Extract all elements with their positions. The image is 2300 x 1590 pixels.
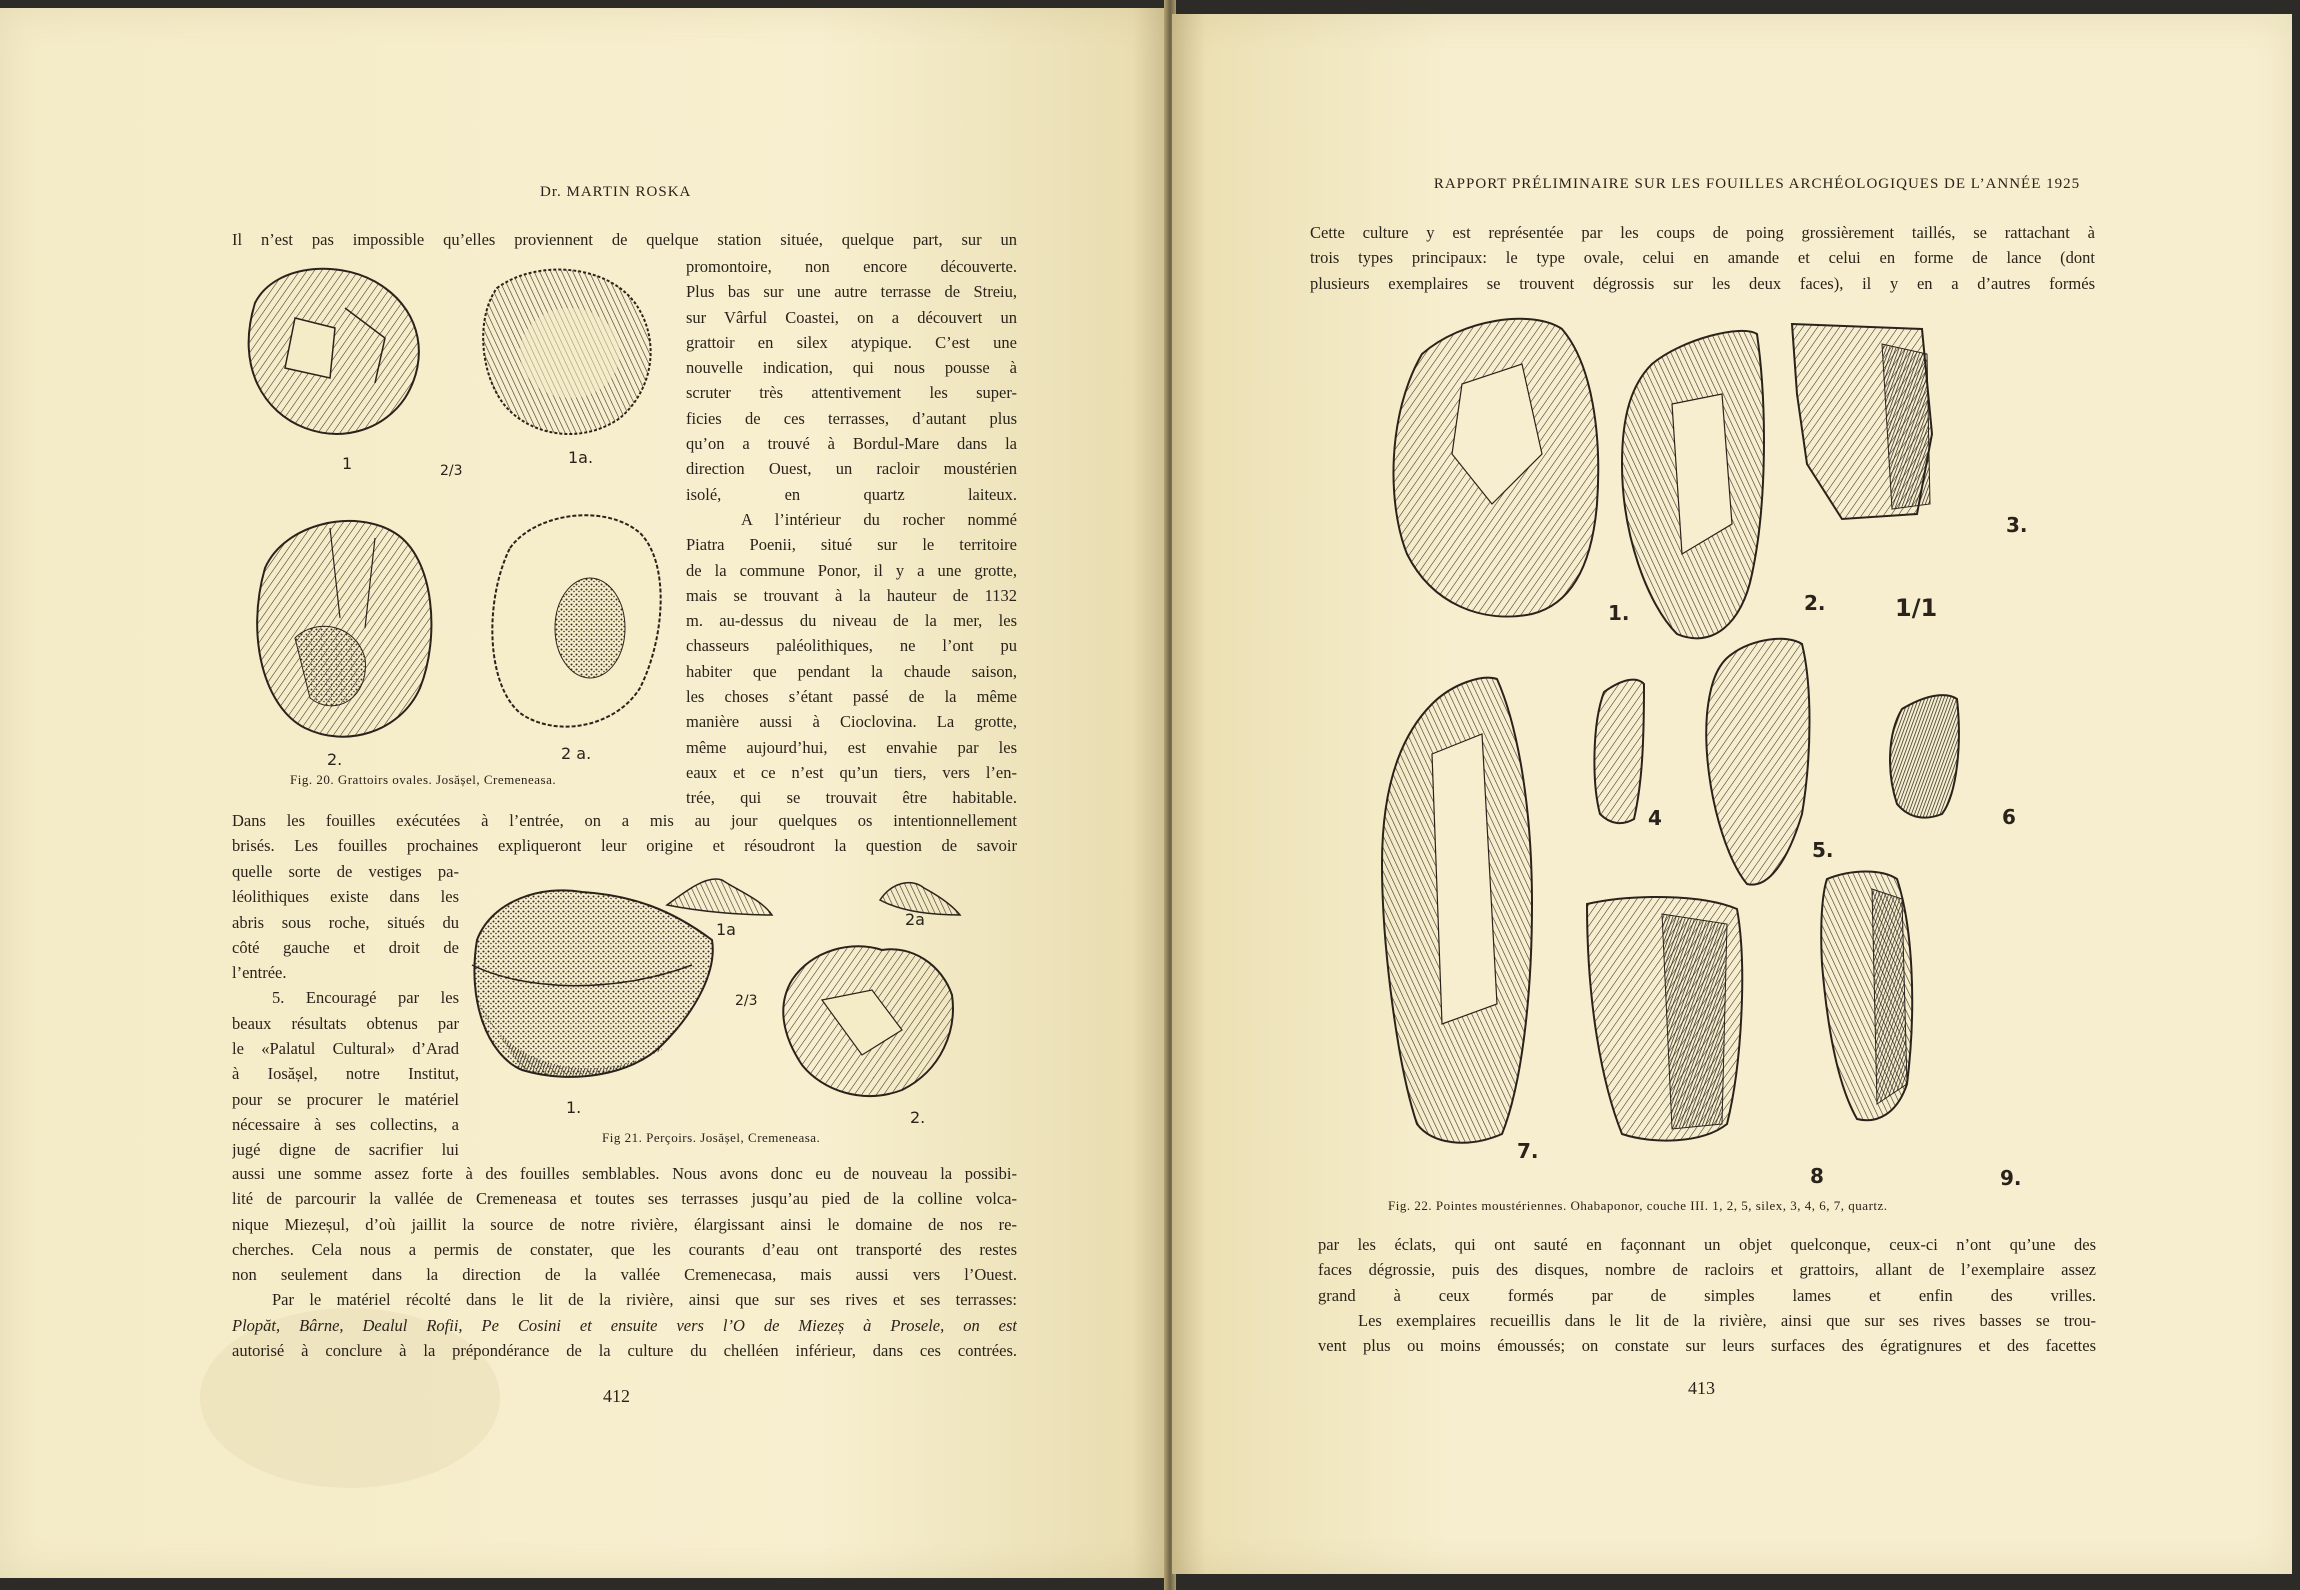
text-line: autorisé à conclure à la prépondérance de la culture du chelléen inférieur, dans ces contrées. <box>232 1341 1017 1361</box>
fig20-label-1a: 1a. <box>568 448 594 467</box>
text-line: non seulement dans la direction de la vallée Cremenecasa, mais aussi vers l’Ouest. <box>232 1265 1017 1285</box>
text-line: isolé, en quartz laiteux. <box>686 484 1017 504</box>
page-number: 412 <box>603 1386 630 1406</box>
fig22-label-8: 8 <box>1810 1164 1824 1188</box>
fig21-scale: 2/3 <box>735 993 758 1009</box>
fig22-scale: 1/1 <box>1895 594 1938 622</box>
text-line: l’entrée. <box>232 963 287 983</box>
text-line: par les éclats, qui ont sauté en façonnant un objet quelconque, ceux-ci n’ont qu’une des <box>1318 1235 2096 1254</box>
text-line: de la commune Ponor, il y a une grotte, <box>686 560 1017 580</box>
fig21-label-1: 1. <box>566 1098 582 1117</box>
point-9-drawing <box>1821 872 1912 1121</box>
text-line: nouvelle indication, qui nous pousse à <box>686 358 1017 378</box>
text-line: lité de parcourir la vallée de Cremeneasa et toutes ses terrasses jusqu’au pied de la colline volca- <box>232 1189 1017 1209</box>
paragraph-narrow <box>232 859 459 1163</box>
fig22-label-1: 1. <box>1608 601 1630 625</box>
text-line: qu’on a trouvé à Bordul-Mare dans la <box>686 434 1017 454</box>
text-line: Il n’est pas impossible qu’elles proviennent de quelque station située, quelque part, sur un <box>232 230 1017 249</box>
fig22-label-3: 3. <box>2006 513 2028 537</box>
figure-20 <box>235 258 675 788</box>
fig21-label-2: 2. <box>910 1108 926 1127</box>
text-line: Dans les fouilles exécutées à l’entrée, on a mis au jour quelques os intentionnellement <box>232 811 1017 830</box>
point-3-drawing <box>1792 324 1932 519</box>
fig21-label-1a: 1a <box>716 920 736 939</box>
fig22-label-2: 2. <box>1804 591 1826 615</box>
right-page <box>1172 14 2292 1574</box>
text-line: 5. Encouragé par les <box>272 988 459 1008</box>
left-page <box>0 8 1168 1578</box>
point-6-drawing <box>1890 695 1959 818</box>
fig20-caption: Fig. 20. Grattoirs ovales. Josășel, Cremeneasa. <box>290 772 557 787</box>
fig22-caption: Fig. 22. Pointes moustériennes. Ohabaponor, couche III. 1, 2, 5, silex, 3, 4, 6, 7, quartz. <box>1388 1198 1888 1213</box>
text-line: pour se procurer le matériel <box>232 1089 459 1109</box>
text-line: brisés. Les fouilles prochaines expliqueront leur origine et résoudront la question de savoir <box>232 836 1017 856</box>
text-line: Cette culture y est représentée par les coups de poing grossièrement taillés, se rattachant à <box>1310 223 2095 242</box>
text-line: plusieurs exemplaires se trouvent dégrossis sur les deux faces), il y en a d’autres formés <box>1310 273 2095 293</box>
point-1-drawing <box>1393 319 1598 617</box>
paragraph-bottom <box>1318 1232 2096 1358</box>
borer-2-drawing <box>783 946 953 1096</box>
text-line: faces dégrossie, puis des disques, nombre de racloirs et grattoirs, allant de l’exemplaire assez <box>1318 1260 2096 1280</box>
text-line: Les exemplaires recueillis dans le lit de la rivière, ainsi que sur ses rives basses se trou- <box>1358 1310 2096 1330</box>
fig22-label-7: 7. <box>1517 1139 1539 1163</box>
text-line: même aujourd’hui, est envahie par les <box>686 737 1017 757</box>
text-line: m. au-dessus du niveau de la mer, les <box>686 611 1017 631</box>
text-line: Plopăt, Bârne, Dealul Rofii, Pe Cosini et ensuite vers l’O de Miezeș à Prosele, on est <box>232 1315 1017 1335</box>
point-4-drawing <box>1594 680 1644 824</box>
scraper-1a-drawing <box>483 270 650 434</box>
text-line: quelle sorte de vestiges pa- <box>232 862 459 881</box>
text-line: vent plus ou moins émoussés; on constate sur leurs surfaces des égratignures et des facettes <box>1318 1336 2096 1356</box>
scraper-2a-drawing <box>492 515 660 726</box>
text-line: aussi une somme assez forte à des fouilles semblables. Nous avons donc eu de nouveau la possibi- <box>232 1164 1017 1183</box>
fig22-label-9: 9. <box>2000 1166 2022 1190</box>
text-line: eaux et ce n’est qu’un tiers, vers l’en- <box>686 762 1017 782</box>
point-8-drawing <box>1587 897 1742 1141</box>
text-line: beaux résultats obtenus par <box>232 1013 459 1033</box>
scraper-2-drawing <box>257 521 431 737</box>
text-line: grand à ceux formés par de simples lames et enfin des vrilles. <box>1318 1285 2096 1305</box>
running-head: RAPPORT PRÉLIMINAIRE SUR LES FOUILLES ARCHÉOLOGIQUES DE L’ANNÉE 1925 <box>1433 176 2081 192</box>
text-line: mais se trouvant à la hauteur de 1132 <box>686 585 1017 605</box>
text-line: ficies de ces terrasses, d’autant plus <box>686 408 1017 428</box>
point-5-drawing <box>1706 639 1809 885</box>
text-line: jugé digne de sacrifier lui <box>232 1140 459 1160</box>
text-line: les choses s’étant passé de la même <box>686 687 1017 707</box>
text-line: sur Vârful Coastei, on a découvert un <box>686 307 1017 327</box>
text-line: trois types principaux: le type ovale, celui en amande et celui en forme de lance (dont <box>1310 248 2095 268</box>
fig20-label-2: 2. <box>327 750 343 769</box>
text-line: cherches. Cela nous a permis de constater, que les courants d’eau ont transporté des restes <box>232 1239 1017 1259</box>
fig20-label-1: 1 <box>342 454 353 473</box>
text-line: nécessaire à ses collectins, a <box>232 1114 459 1134</box>
borer-1-drawing <box>472 890 713 1077</box>
text-line: abris sous roche, situés du <box>232 912 459 932</box>
fig22-label-5: 5. <box>1812 838 1834 862</box>
fig21-label-2a: 2a <box>905 910 925 929</box>
text-line: le «Palatul Cultural» d’Arad <box>232 1039 459 1059</box>
text-line: Plus bas sur une autre terrasse de Streiu, <box>686 282 1017 302</box>
figure-22 <box>1372 304 2032 1184</box>
text-line: nique Miezeșul, d’où jaillit la source de notre rivière, élargissant ainsi le domaine de nos re- <box>232 1214 1017 1234</box>
fig22-label-4: 4 <box>1648 806 1662 830</box>
running-head: Dr. MARTIN ROSKA <box>540 184 692 200</box>
point-2-drawing <box>1622 331 1764 638</box>
text-line: Par le matériel récolté dans le lit de la rivière, ainsi que sur ses rives et ses terrasses: <box>272 1290 1017 1310</box>
text-line: léolithiques existe dans les <box>232 887 459 907</box>
text-line: habiter que pendant la chaude saison, <box>686 661 1017 681</box>
text-line: chasseurs paléolithiques, ne l’ont pu <box>686 636 1017 656</box>
text-line: scruter très attentivement les super- <box>686 383 1017 403</box>
text-line: manière aussi à Cioclovina. La grotte, <box>686 712 1017 732</box>
point-7-drawing <box>1382 678 1532 1143</box>
borer-1a-drawing <box>667 879 772 915</box>
text-line: à Iosășel, notre Institut, <box>232 1064 459 1084</box>
page-number: 413 <box>1688 1378 1715 1398</box>
fig20-scale: 2/3 <box>440 463 463 479</box>
text-line: promontoire, non encore découverte. <box>686 257 1017 276</box>
fig20-label-2a: 2 a. <box>561 744 592 763</box>
text-line: trée, qui se trouvait être habitable. <box>686 788 1017 808</box>
scraper-1-drawing <box>249 269 419 434</box>
text-line: direction Ouest, un racloir moustérien <box>686 459 1017 479</box>
text-line: côté gauche et droit de <box>232 937 459 957</box>
paragraph-top <box>1310 220 2095 296</box>
paragraph-bottom <box>232 1161 1017 1363</box>
text-line: grattoir en silex atypique. C’est une <box>686 332 1017 352</box>
text-line: Piatra Poenii, situé sur le territoire <box>686 535 1017 555</box>
paragraph-top <box>232 227 1017 252</box>
paragraph-middle <box>232 808 1017 859</box>
paragraph-column <box>686 254 1017 811</box>
fig22-label-6: 6 <box>2002 805 2016 829</box>
text-line: A l’intérieur du rocher nommé <box>741 509 1017 529</box>
fig21-caption: Fig 21. Perçoirs. Josășel, Cremeneasa. <box>602 1130 821 1145</box>
